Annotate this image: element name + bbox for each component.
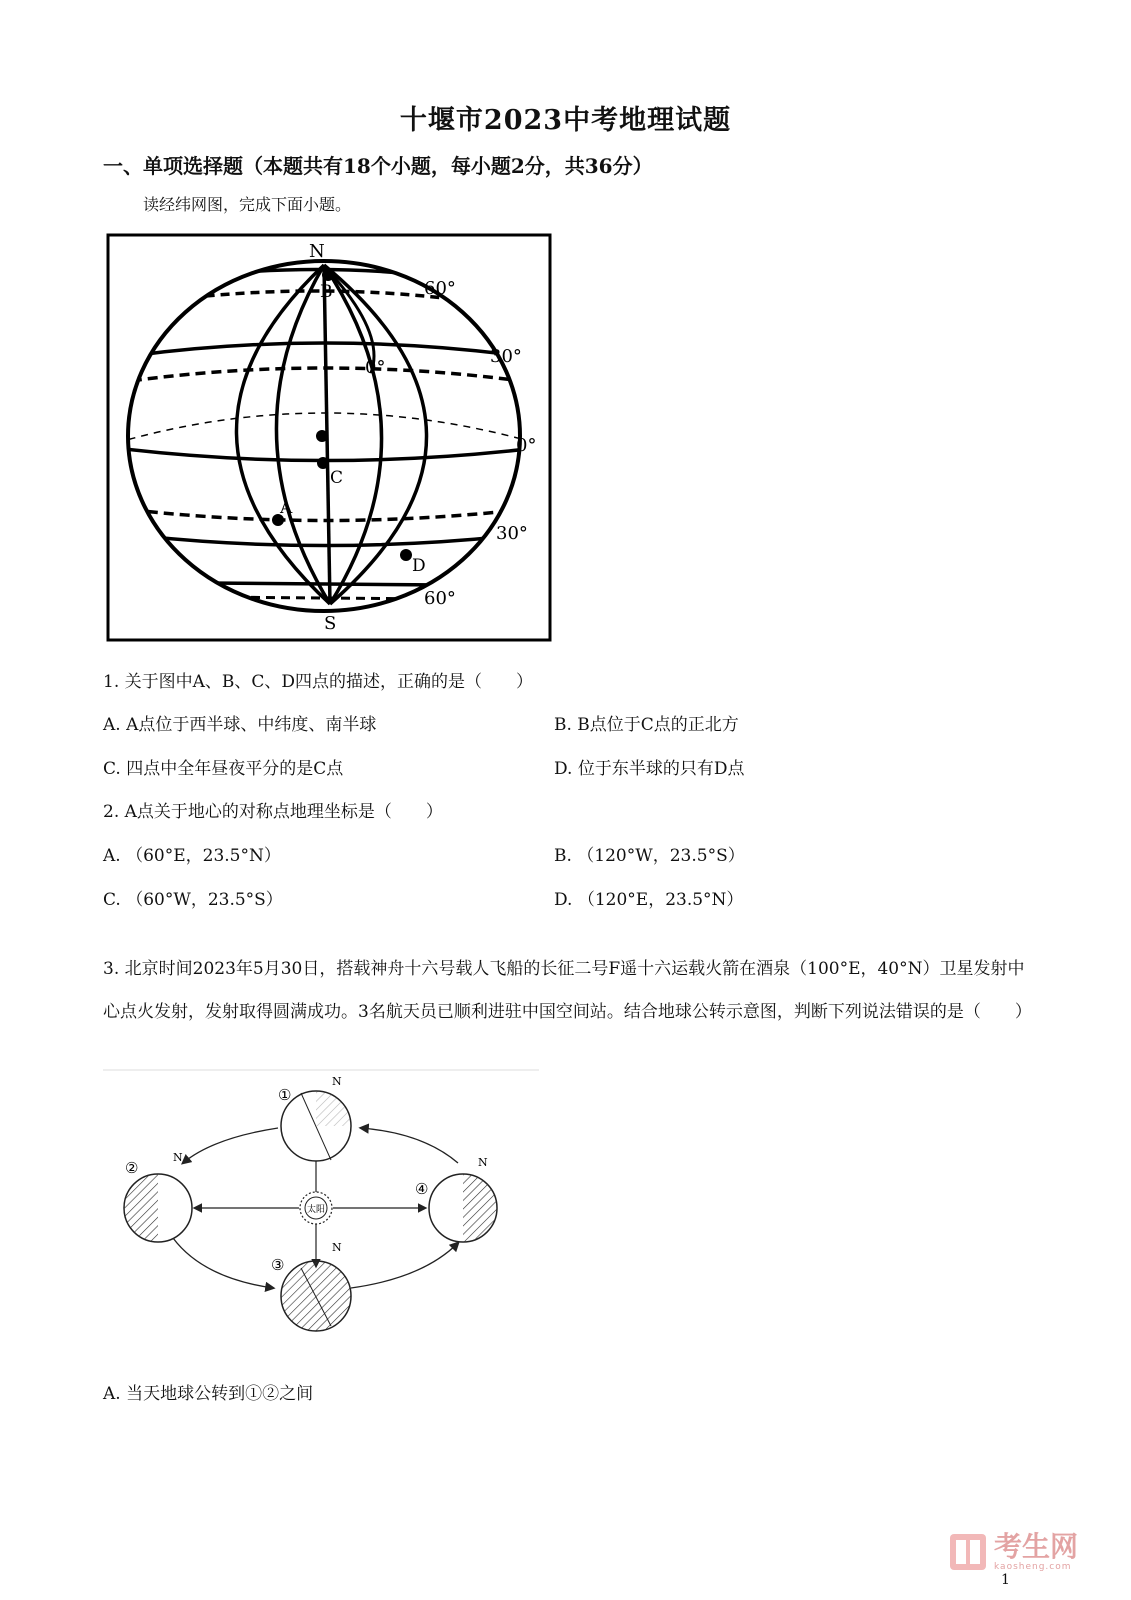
label-point-d: D bbox=[412, 556, 426, 576]
position-2-label: ② bbox=[125, 1159, 139, 1177]
label-point-b: B bbox=[320, 282, 333, 302]
question-1-stem: 1. 关于图中A、B、C、D四点的描述，正确的是（ ） bbox=[103, 672, 534, 692]
page-number: 1 bbox=[1001, 1572, 1010, 1588]
point-b-marker bbox=[322, 269, 334, 281]
label-lat-30-bottom: 30° bbox=[496, 523, 528, 544]
q3-option-a: A. 当天地球公转到①②之间 bbox=[103, 1384, 314, 1404]
label-point-a: A bbox=[280, 498, 293, 518]
q1-option-b: B. B点位于C点的正北方 bbox=[554, 715, 739, 735]
north-label-4: N bbox=[478, 1156, 488, 1169]
q2-option-d: D. （120°E，23.5°N） bbox=[554, 890, 744, 910]
q1-option-a: A. A点位于西半球、中纬度、南半球 bbox=[103, 715, 377, 735]
q1-option-c: C. 四点中全年昼夜平分的是C点 bbox=[103, 759, 344, 779]
section-heading: 一、单项选择题（本题共有18个小题，每小题2分，共36分） bbox=[103, 154, 653, 178]
label-south: S bbox=[324, 613, 337, 634]
point-c-marker bbox=[317, 457, 329, 469]
q2-option-c: C. （60°W，23.5°S） bbox=[103, 890, 283, 910]
label-lat-60-bottom: 60° bbox=[424, 588, 456, 609]
q2-option-a: A. （60°E，23.5°N） bbox=[103, 846, 281, 866]
watermark-url: kaosheng.com bbox=[994, 1562, 1072, 1572]
intro-text: 读经纬网图，完成下面小题。 bbox=[143, 195, 352, 214]
point-d-marker bbox=[400, 549, 412, 561]
label-point-c: C bbox=[330, 468, 344, 488]
label-north: N bbox=[309, 241, 325, 262]
label-lat-60-top: 60° bbox=[424, 278, 456, 299]
label-meridian-0: 0° bbox=[365, 357, 386, 378]
q1-option-d: D. 位于东半球的只有D点 bbox=[554, 759, 745, 779]
position-1-label: ① bbox=[278, 1086, 292, 1104]
point-marker bbox=[316, 430, 328, 442]
north-label-3: N bbox=[332, 1241, 342, 1254]
watermark bbox=[950, 1532, 1078, 1572]
watermark-logo-icon bbox=[950, 1534, 986, 1570]
orbit-figure bbox=[103, 1068, 543, 1368]
q2-option-b: B. （120°W，23.5°S） bbox=[554, 846, 745, 866]
position-4-label: ④ bbox=[415, 1180, 429, 1198]
north-label-1: N bbox=[332, 1075, 342, 1088]
label-lat-30-top: 30° bbox=[490, 346, 522, 367]
position-3-label: ③ bbox=[271, 1256, 285, 1274]
watermark-text: 考生网 bbox=[994, 1530, 1079, 1563]
question-2-stem: 2. A点关于地心的对称点地理坐标是（ ） bbox=[103, 802, 443, 822]
sun-label: 太阳 bbox=[307, 1205, 326, 1215]
question-3-stem: 3. 北京时间2023年5月30日，搭载神舟十六号载人飞船的长征二号F遥十六运载火箭在酒泉（100°E，40°N）卫星发射中心点火发射，发射取得圆满成功。3名航天员已顺利进驻中国空间站。结合地球公转示意图，判断下列说法错误的是（ ） bbox=[103, 959, 1032, 1022]
north-label-2: N bbox=[173, 1151, 183, 1164]
globe-figure bbox=[106, 233, 552, 643]
page-title: 十堰市2023中考地理试题 bbox=[399, 105, 732, 136]
label-lat-0: 0° bbox=[516, 435, 537, 456]
